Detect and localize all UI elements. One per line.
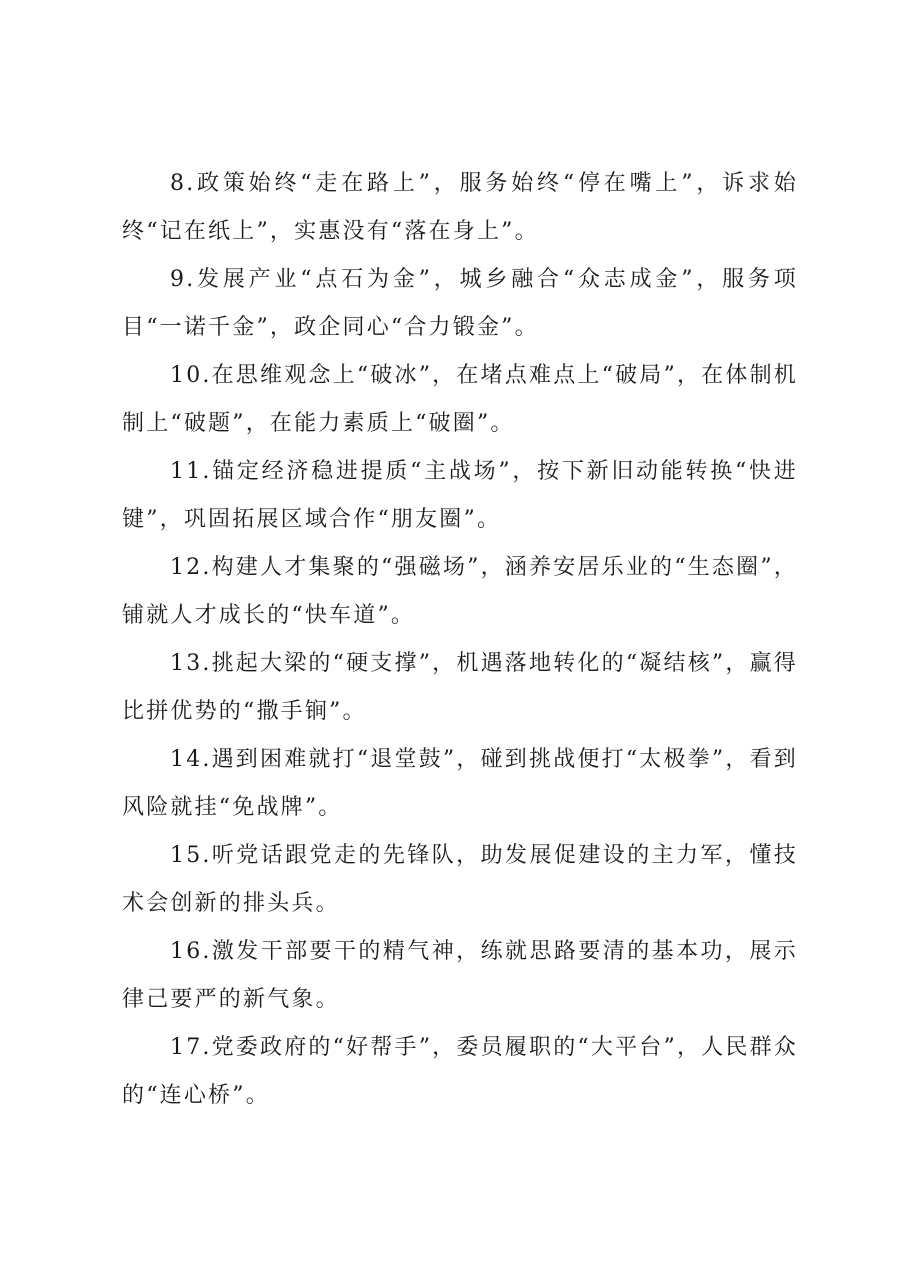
paragraph-12: 12.构建人才集聚的“强磁场”，涵养安居乐业的“生态圈”，铺就人才成长的“快车道”。: [122, 555, 798, 628]
paragraph-9: 9.发展产业“点石为金”，城乡融合“众志成金”，服务项目“一诺千金”，政企同心“合力锻金”。: [122, 267, 798, 340]
paragraph-14: 14.遇到困难就打“退堂鼓”，碰到挑战便打“太极拳”，看到风险就挂“免战牌”。: [122, 747, 798, 820]
paragraph-13: 13.挑起大梁的“硬支撑”，机遇落地转化的“凝结核”，赢得比拼优势的“撒手锏”。: [122, 651, 798, 724]
paragraph-17: 17.党委政府的“好帮手”，委员履职的“大平台”，人民群众的“连心桥”。: [122, 1035, 798, 1108]
paragraph-10: 10.在思维观念上“破冰”，在堵点难点上“破局”，在体制机制上“破题”，在能力素质上“破圈”。: [122, 363, 798, 436]
paragraph-8: 8.政策始终“走在路上”，服务始终“停在嘴上”，诉求始终“记在纸上”，实惠没有“落在身上”。: [122, 171, 798, 244]
document-body: [122, 160, 798, 1120]
paragraph-11: 11.锚定经济稳进提质“主战场”，按下新旧动能转换“快进键”，巩固拓展区域合作“朋友圈”。: [122, 459, 798, 532]
paragraph-15: 15.听党话跟党走的先锋队，助发展促建设的主力军，懂技术会创新的排头兵。: [122, 843, 798, 916]
paragraph-16: 16.激发干部要干的精气神，练就思路要清的基本功，展示律己要严的新气象。: [122, 939, 798, 1012]
